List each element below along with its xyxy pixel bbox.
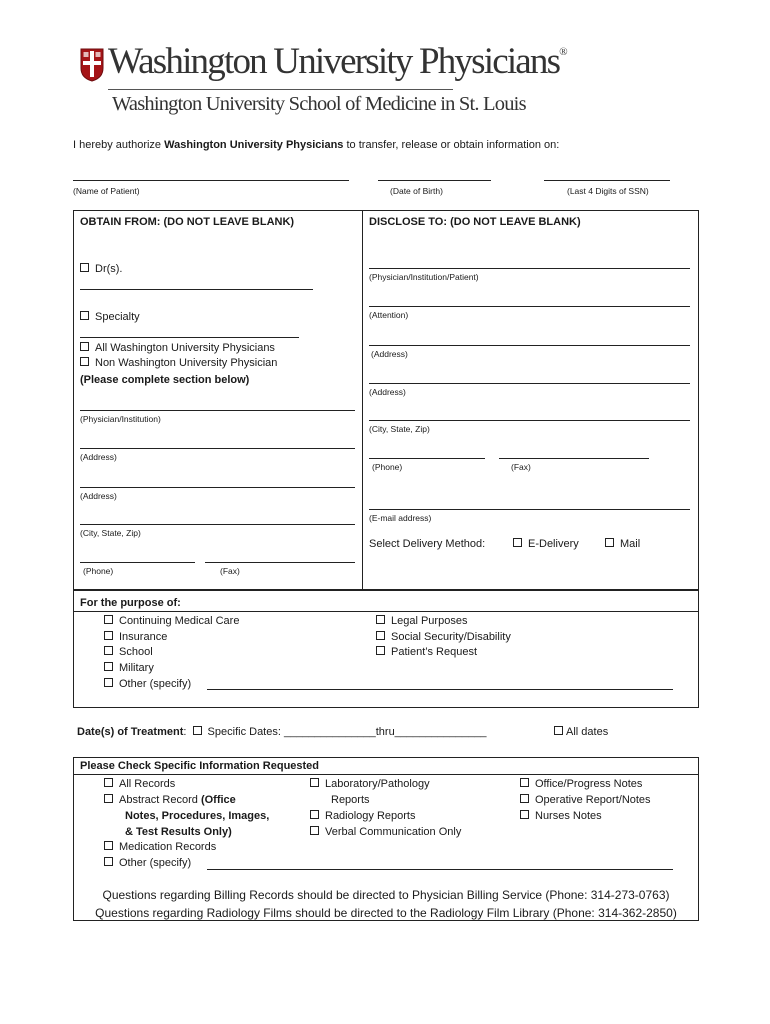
column-divider — [362, 210, 363, 590]
checkbox[interactable] — [104, 631, 113, 640]
drs-option[interactable]: Dr(s). — [80, 263, 123, 275]
ssn-field[interactable] — [544, 180, 670, 181]
disclose-address2-label: (Address) — [369, 387, 406, 397]
patient-name-field[interactable] — [73, 180, 349, 181]
records-radiology[interactable]: Radiology Reports — [310, 810, 416, 822]
purpose-patient-request[interactable]: Patient’s Request — [376, 646, 477, 658]
obtain-physician-label: (Physician/Institution) — [80, 414, 161, 424]
records-all[interactable]: All Records — [104, 778, 175, 790]
all-dates-option[interactable]: All dates — [554, 726, 608, 738]
disclose-phone-label: (Phone) — [372, 462, 403, 472]
disclose-address2-field[interactable] — [369, 383, 690, 384]
purpose-heading: For the purpose of: — [80, 597, 181, 609]
checkbox[interactable] — [104, 678, 113, 687]
checkbox[interactable] — [104, 615, 113, 624]
dob-field[interactable] — [378, 180, 491, 181]
logo-title: Washington University Physicians® — [108, 41, 568, 82]
records-lab-line2: Reports — [331, 794, 370, 806]
records-heading: Please Check Specific Information Requested — [80, 760, 320, 772]
purpose-continuing-care[interactable]: Continuing Medical Care — [104, 615, 239, 627]
university-crest-icon — [80, 48, 104, 82]
patient-name-label: (Name of Patient) — [73, 186, 140, 196]
mail-option[interactable]: Mail — [605, 538, 640, 550]
records-other[interactable]: Other (specify) — [104, 857, 191, 869]
records-abstract-detail-1: Notes, Procedures, Images, — [125, 810, 270, 822]
authorize-statement: I hereby authorize Washington University Physicians to transfer, release or obtain information on: — [73, 139, 560, 151]
obtain-city-label: (City, State, Zip) — [80, 528, 141, 538]
disclose-address1-label: (Address) — [371, 349, 408, 359]
obtain-fax-label: (Fax) — [220, 566, 240, 576]
checkbox[interactable] — [104, 778, 113, 787]
checkbox[interactable] — [310, 810, 319, 819]
purpose-other[interactable]: Other (specify) — [104, 678, 191, 690]
records-heading-divider — [73, 774, 699, 775]
disclose-physician-field[interactable] — [369, 268, 690, 269]
disclose-attention-label: (Attention) — [369, 310, 409, 320]
disclose-city-field[interactable] — [369, 420, 690, 421]
delivery-method-label: Select Delivery Method: — [369, 538, 486, 550]
edelivery-checkbox[interactable] — [513, 538, 522, 547]
records-lab[interactable]: Laboratory/Pathology — [310, 778, 430, 790]
disclose-email-field[interactable] — [369, 509, 690, 510]
obtain-address1-field[interactable] — [80, 448, 355, 449]
obtain-phone-label: (Phone) — [83, 566, 114, 576]
records-abstract[interactable]: Abstract Record (Office — [104, 794, 236, 806]
disclose-fax-field[interactable] — [499, 458, 649, 459]
records-office-notes[interactable]: Office/Progress Notes — [520, 778, 642, 790]
obtain-city-field[interactable] — [80, 524, 355, 525]
specialty-checkbox[interactable] — [80, 311, 89, 320]
checkbox[interactable] — [310, 778, 319, 787]
logo-subtitle: Washington University School of Medicine in St. Louis — [112, 93, 526, 115]
checkbox[interactable] — [520, 794, 529, 803]
checkbox[interactable] — [376, 615, 385, 624]
specific-dates-option[interactable]: Specific Dates: _______________thru_______________ — [193, 726, 487, 738]
purpose-legal[interactable]: Legal Purposes — [376, 615, 467, 627]
checkbox[interactable] — [104, 794, 113, 803]
checkbox[interactable] — [104, 646, 113, 655]
specialty-field[interactable] — [80, 337, 299, 338]
purpose-school[interactable]: School — [104, 646, 153, 658]
disclose-email-label: (E-mail address) — [369, 513, 432, 523]
all-wup-checkbox[interactable] — [80, 342, 89, 351]
records-nurses[interactable]: Nurses Notes — [520, 810, 602, 822]
checkbox[interactable] — [104, 662, 113, 671]
disclose-address1-field[interactable] — [369, 345, 690, 346]
disclose-fax-label: (Fax) — [511, 462, 531, 472]
obtain-phone-field[interactable] — [80, 562, 195, 563]
checkbox[interactable] — [520, 810, 529, 819]
records-verbal[interactable]: Verbal Communication Only — [310, 826, 461, 838]
drs-field[interactable] — [80, 289, 313, 290]
obtain-physician-field[interactable] — [80, 410, 355, 411]
disclose-attention-field[interactable] — [369, 306, 690, 307]
checkbox[interactable] — [376, 646, 385, 655]
obtain-heading: OBTAIN FROM: (DO NOT LEAVE BLANK) — [80, 216, 295, 228]
checkbox[interactable] — [104, 841, 113, 850]
treatment-row: Date(s) of Treatment: Specific Dates: _______________thru_______________ — [77, 726, 487, 738]
billing-note: Questions regarding Billing Records should be directed to Physician Billing Service (Phone: 314-273-0763) — [102, 888, 670, 902]
records-abstract-detail-2: & Test Results Only) — [125, 826, 232, 838]
disclose-city-label: (City, State, Zip) — [369, 424, 430, 434]
disclose-phone-field[interactable] — [369, 458, 485, 459]
purpose-social-security[interactable]: Social Security/Disability — [376, 631, 511, 643]
records-medication[interactable]: Medication Records — [104, 841, 216, 853]
non-wup-checkbox[interactable] — [80, 357, 89, 366]
checkbox[interactable] — [520, 778, 529, 787]
purpose-other-field[interactable] — [207, 689, 673, 690]
obtain-fax-field[interactable] — [205, 562, 355, 563]
purpose-heading-divider — [73, 611, 699, 612]
checkbox[interactable] — [310, 826, 319, 835]
specialty-option[interactable]: Specialty — [80, 311, 140, 323]
checkbox[interactable] — [376, 631, 385, 640]
non-wup-option[interactable]: Non Washington University Physician — [80, 357, 277, 369]
edelivery-option[interactable]: E-Delivery — [513, 538, 579, 550]
complete-section-note: (Please complete section below) — [80, 374, 250, 386]
dob-label: (Date of Birth) — [390, 186, 443, 196]
disclose-heading: DISCLOSE TO: (DO NOT LEAVE BLANK) — [369, 216, 581, 228]
disclose-physician-label: (Physician/Institution/Patient) — [369, 272, 479, 282]
obtain-address2-label: (Address) — [80, 491, 117, 501]
obtain-disclose-box — [73, 210, 699, 590]
all-dates-checkbox[interactable] — [554, 726, 563, 735]
purpose-military[interactable]: Military — [104, 662, 154, 674]
drs-checkbox[interactable] — [80, 263, 89, 272]
mail-checkbox[interactable] — [605, 538, 614, 547]
obtain-address2-field[interactable] — [80, 487, 355, 488]
records-operative[interactable]: Operative Report/Notes — [520, 794, 651, 806]
purpose-insurance[interactable]: Insurance — [104, 631, 167, 643]
radiology-note: Questions regarding Radiology Films should be directed to the Radiology Film Library (Phone: 314-362-2850) — [95, 906, 677, 920]
ssn-label: (Last 4 Digits of SSN) — [567, 186, 649, 196]
all-wup-option[interactable]: All Washington University Physicians — [80, 342, 275, 354]
obtain-address1-label: (Address) — [80, 452, 117, 462]
specific-dates-checkbox[interactable] — [193, 726, 202, 735]
records-other-field[interactable] — [207, 869, 673, 870]
checkbox[interactable] — [104, 857, 113, 866]
treatment-label: Date(s) of Treatment — [77, 726, 184, 738]
logo-divider — [108, 89, 453, 90]
